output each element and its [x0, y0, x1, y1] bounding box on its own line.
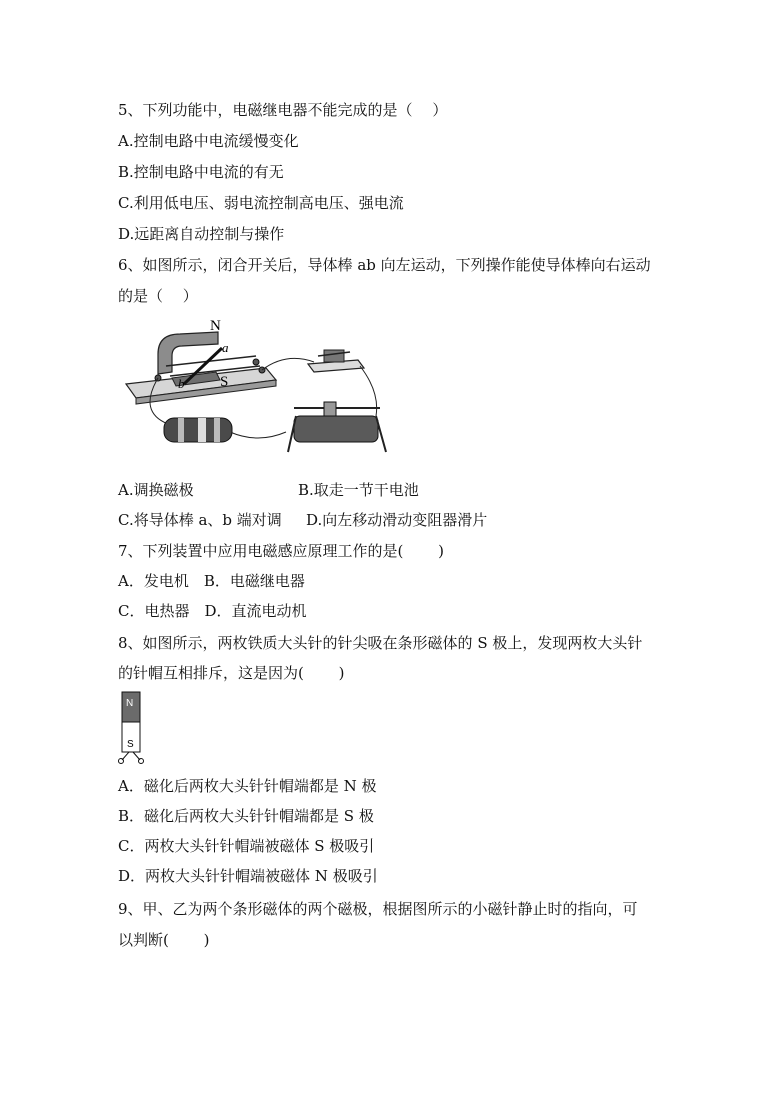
- label-s: S: [127, 739, 134, 750]
- pin-left: [122, 752, 129, 760]
- rheostat: [294, 416, 378, 442]
- horseshoe-magnet: [158, 332, 218, 374]
- q8-stem-line2: 的针帽互相排斥，这是因为( ): [118, 664, 345, 682]
- q6-option-d: D.向左移动滑动变阻器滑片: [306, 511, 488, 529]
- q8-option-d: D．两枚大头针针帽端被磁体 N 极吸引: [118, 867, 378, 885]
- q6-stem-line2: 的是（ ）: [118, 287, 198, 305]
- q5-stem: 5、下列功能中，电磁继电器不能完成的是（ ）: [118, 101, 448, 119]
- q6-option-b: B.取走一节干电池: [298, 481, 419, 499]
- q9-stem-line2: 以判断( ): [118, 931, 210, 949]
- label-a: a: [222, 340, 229, 355]
- q9-stem-line1: 9、甲、乙为两个条形磁体的两个磁极，根据图所示的小磁针静止时的指向，可: [118, 900, 638, 918]
- q6-stem-line1: 6、如图所示，闭合开关后，导体棒 ab 向左运动，下列操作能使导体棒向右运动: [118, 256, 651, 274]
- q6-options-row2: [118, 510, 487, 530]
- label-n: N: [210, 318, 221, 334]
- label-s: S: [220, 374, 229, 390]
- q5-option-b: B.控制电路中电流的有无: [118, 163, 284, 181]
- q7-stem: 7、下列装置中应用电磁感应原理工作的是( ): [118, 542, 445, 560]
- q6-option-a: A.调换磁极: [118, 481, 194, 499]
- q8-option-b: B．磁化后两枚大头针针帽端都是 S 极: [118, 807, 374, 825]
- q5-option-a: A.控制电路中电流缓慢变化: [118, 132, 299, 150]
- q7-options-row2: C．电热器 D．直流电动机: [118, 602, 307, 620]
- q6-circuit-figure: [118, 312, 398, 470]
- q8-stem-line1: 8、如图所示，两枚铁质大头针的针尖吸在条形磁体的 S 极上，发现两枚大头针: [118, 634, 643, 652]
- q8-option-c: C．两枚大头针针帽端被磁体 S 极吸引: [118, 837, 375, 855]
- q6-options-row1: [118, 480, 419, 500]
- q8-bar-magnet-figure: [114, 690, 148, 766]
- q5-option-c: C.利用低电压、弱电流控制高电压、强电流: [118, 194, 404, 212]
- label-n: N: [126, 698, 134, 709]
- q8-option-a: A．磁化后两枚大头针针帽端都是 N 极: [118, 777, 377, 795]
- pin-right: [133, 752, 140, 760]
- q7-options-row1: A．发电机 B．电磁继电器: [118, 572, 305, 590]
- q6-option-c: C.将导体棒 a、b 端对调: [118, 511, 282, 529]
- q5-option-d: D.远距离自动控制与操作: [118, 225, 285, 243]
- label-b: b: [178, 376, 185, 391]
